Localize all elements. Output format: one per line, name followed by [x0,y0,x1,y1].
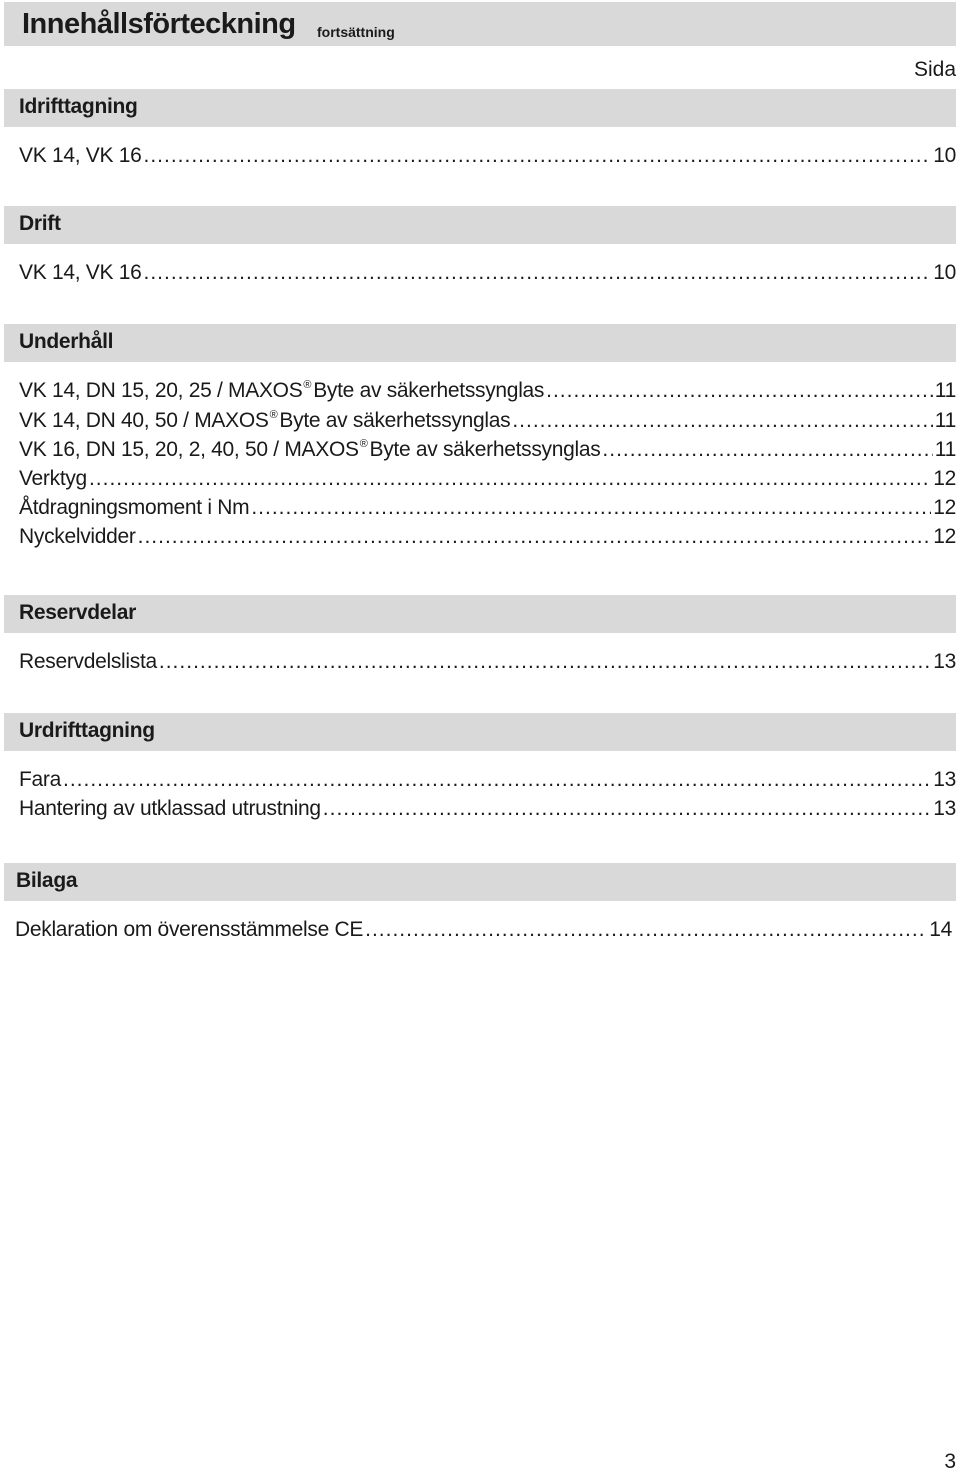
page-title: Innehållsförteckning [22,8,296,40]
header-bar [4,2,956,46]
section-urdrifttagning [4,713,956,751]
leader-dots [512,409,932,433]
leader-dots [546,379,933,403]
toc-entry-label: VK 14, VK 16 [19,144,142,167]
toc-entry[interactable] [19,496,956,525]
section-title: Idrifttagning [19,95,138,118]
section-idrifttagning [4,89,956,127]
section-title: Reservdelar [19,601,136,624]
leader-dots [323,797,931,821]
toc-entry[interactable] [19,144,956,173]
toc-entry[interactable] [19,379,956,408]
section-title: Bilaga [16,869,78,892]
toc-entry-page: 11 [934,438,956,461]
toc-entry-label: Verktyg [19,467,87,490]
leader-dots [89,467,931,491]
leader-dots [159,650,931,674]
toc-entry-label: Fara [19,768,61,791]
toc-entry[interactable] [19,409,956,438]
toc-entry-page: 13 [933,797,956,820]
registered-mark: ® [269,409,278,421]
toc-entry-label: Deklaration om överensstämmelse CE [15,918,364,941]
toc-entry-page: 14 [929,918,952,941]
leader-dots [63,768,931,792]
page-subtitle: fortsättning [317,24,395,40]
footer-page-number: 3 [944,1450,956,1473]
toc-entry-page: 11 [934,379,956,402]
leader-dots [143,144,931,168]
section-bilaga [4,863,956,901]
leader-dots [602,438,932,462]
section-reservdelar [4,595,956,633]
section-title: Underhåll [19,330,114,353]
toc-entry-page: 11 [934,409,956,432]
toc-entry-label: VK 14, DN 40, 50 / MAXOS®Byte av säkerhetssynglas [19,409,511,432]
page-column-label: Sida [913,58,956,81]
section-title: Drift [19,212,61,235]
toc-entry[interactable] [15,918,952,947]
toc-entry[interactable] [19,261,956,290]
toc-entry[interactable] [19,650,956,679]
toc-entry-label: VK 14, VK 16 [19,261,142,284]
toc-entry-page: 13 [933,650,956,673]
toc-entry[interactable] [19,467,956,496]
toc-entry-page: 10 [933,144,956,167]
toc-entry-label: Reservdelslista [19,650,157,673]
toc-entry-label: Hantering av utklassad utrustning [19,797,321,820]
toc-entry[interactable] [19,797,956,826]
toc-entry-label: VK 16, DN 15, 20, 2, 40, 50 / MAXOS®Byte av säkerhetssynglas [19,438,601,461]
toc-entry[interactable] [19,438,956,467]
toc-entry-page: 12 [933,496,956,519]
toc-entry-page: 13 [933,768,956,791]
leader-dots [251,496,931,520]
toc-entry-page: 12 [933,467,956,490]
toc-entry[interactable] [19,768,956,797]
section-title: Urdrifttagning [19,719,155,742]
registered-mark: ® [303,379,312,391]
leader-dots [365,918,927,942]
section-drift [4,206,956,244]
registered-mark: ® [359,438,368,450]
toc-entry-label: Åtdragningsmoment i Nm [19,496,250,519]
section-underhall [4,324,956,362]
toc-entry-label: Nyckelvidder [19,525,136,548]
leader-dots [143,261,931,285]
toc-entry-label: VK 14, DN 15, 20, 25 / MAXOS®Byte av säkerhetssynglas [19,379,545,402]
toc-entry[interactable] [19,525,956,554]
leader-dots [138,525,932,549]
toc-entry-page: 10 [933,261,956,284]
toc-entry-page: 12 [933,525,956,548]
